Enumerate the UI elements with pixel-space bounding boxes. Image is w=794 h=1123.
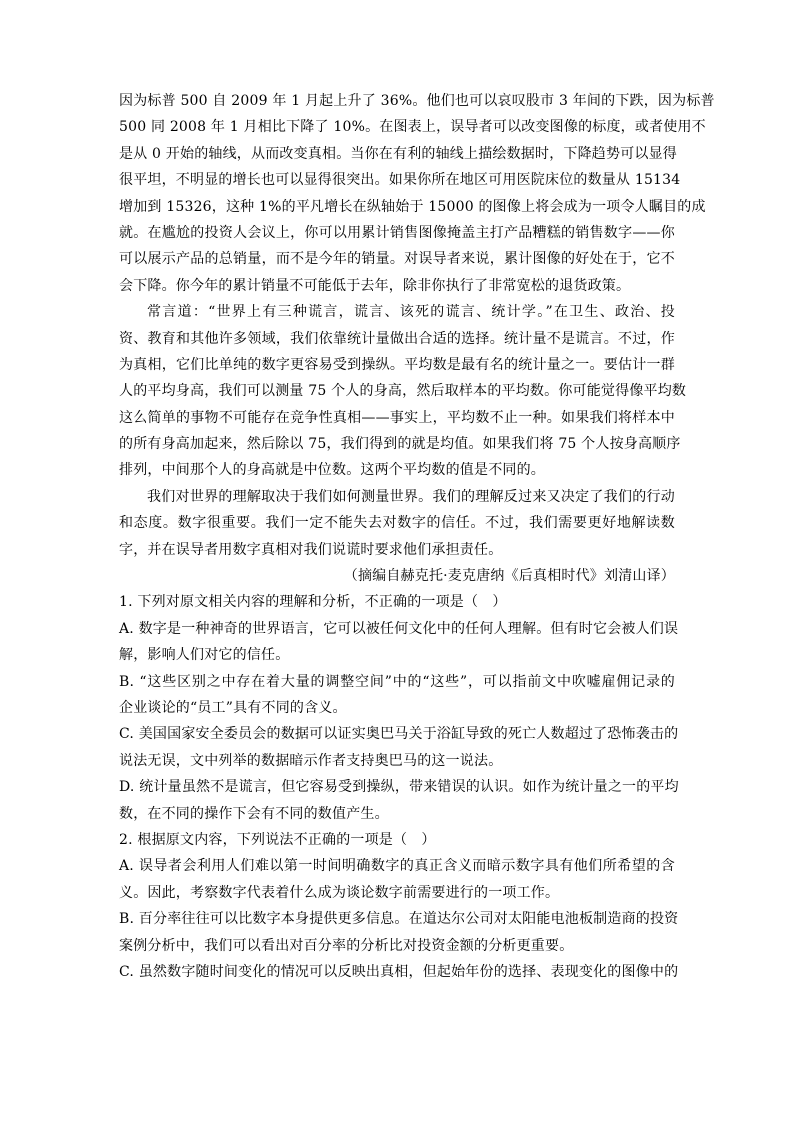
text-line: 这么简单的事物不可能存在竞争性真相——事实上，平均数不止一种。如果我们将样本中 (119, 409, 675, 426)
option-line: D. 统计量虽然不是谎言，但它容易受到操纵，带来错误的认识。如作为统计量之一的平均 (119, 779, 679, 796)
option-line: B. “这些区别之中存在着大量的调整空间”中的“这些”，可以指前文中吹嘘雇佣记录的 (119, 673, 675, 690)
option-line: 企业谈论的“员工”具有不同的含义。 (119, 699, 347, 716)
option-line: C. 虽然数字随时间变化的情况可以反映出真相，但起始年份的选择、表现变化的图像中的 (119, 963, 679, 980)
text-line: 资、教育和其他许多领域，我们依靠统计量做出合适的选择。统计量不是谎言。不过，作 (119, 330, 675, 347)
option-line: C. 美国国家安全委员会的数据可以证实奥巴马关于浴缸导致的死亡人数超过了恐怖袭击的 (119, 726, 679, 743)
text-line: 因为标普 500 自 2009 年 1 月起上升了 36%。他们也可以哀叹股市 3 年间的下跌，因为标普 (119, 93, 715, 109)
text-line: 可以展示产品的总销量，而不是今年的销量。对误导者来说，累计图像的好处在于，它不 (119, 251, 675, 268)
question-1-option-b (119, 669, 675, 722)
text-line: 人的平均身高，我们可以测量 75 个人的身高，然后取样本的平均数。你可能觉得像平均数 (119, 383, 687, 400)
option-line: 义。因此，考察数字代表着什么成为谈论数字前需要进行的一项工作。 (119, 884, 560, 901)
question-1-option-a (119, 616, 679, 669)
question-stem: 1. 下列对原文相关内容的理解和分析，不正确的一项是（ ） (119, 594, 507, 611)
option-line: 解，影响人们对它的信任。 (119, 647, 290, 664)
text-line: 我们对世界的理解取决于我们如何测量世界。我们的理解反过来又决定了我们的行动 (147, 488, 675, 505)
question-2-option-a (119, 853, 675, 906)
text-line: 为真相，它们比单纯的数字更容易受到操纵。平均数是最有名的统计量之一。要估计一群 (119, 356, 675, 373)
option-line: A. 数字是一种神奇的世界语言，它可以被任何文化中的任何人理解。但有时它会被人们误 (119, 620, 679, 637)
paragraph-understanding-world (119, 484, 675, 563)
question-2-option-b (119, 906, 679, 959)
paragraph-misleading-charts (119, 88, 715, 299)
text-line: 排列，中间那个人的身高就是中位数。这两个平均数的值是不同的。 (119, 462, 545, 479)
text-line: 会下降。你今年的累计销量不可能低于去年，除非你执行了非常宽松的退货政策。 (119, 277, 631, 294)
text-line: 字，并在误导者用数字真相对我们说谎时要求他们承担责任。 (119, 541, 503, 558)
text-line: 的所有身高加起来，然后除以 75，我们得到的就是均值。如果我们将 75 个人按身高顺序 (119, 436, 681, 453)
paragraph-statistics-lies (119, 299, 687, 484)
text-line: 和态度。数字很重要。我们一定不能失去对数字的信任。不过，我们需要更好地解读数 (119, 515, 675, 532)
question-2-option-c (119, 959, 679, 985)
option-line: 说法无误，文中列举的数据暗示作者支持奥巴马的这一说法。 (119, 752, 503, 769)
question-1-option-c (119, 721, 679, 774)
text-line: 500 同 2008 年 1 月相比下降了 10%。在图表上，误导者可以改变图像的标度，或者使用不 (119, 119, 706, 136)
option-line: 案例分析中，我们可以看出对百分率的分析比对投资金额的分析更重要。 (119, 937, 574, 954)
option-line: 数，在不同的操作下会有不同的数值产生。 (119, 805, 389, 822)
option-line: B. 百分率往往可以比数字本身提供更多信息。在道达尔公司对太阳能电池板制造商的投资 (119, 911, 679, 928)
option-line: A. 误导者会利用人们难以第一时间明确数字的真正含义而暗示数字具有他们所希望的含 (119, 858, 675, 875)
question-1-option-d (119, 774, 679, 827)
text-line: 增加到 15326，这种 1%的平凡增长在纵轴始于 15000 的图像上将会成为一项令人瞩目的成 (119, 198, 706, 215)
document-page (119, 88, 715, 985)
source-note: （摘编自赫克托·麦克唐纳《后真相时代》刘清山译） (343, 568, 675, 585)
text-line: 很平坦，不明显的增长也可以显得很突出。如果你所在地区可用医院床位的数量从 15134 (119, 172, 681, 189)
text-line: 是从 0 开始的轴线，从而改变真相。当你在有利的轴线上描绘数据时，下降趋势可以显得 (119, 145, 678, 162)
question-stem: 2. 根据原文内容，下列说法不正确的一项是（ ） (119, 831, 436, 848)
question-2 (119, 827, 679, 985)
text-line: 就。在尴尬的投资人会议上，你可以用累计销售图像掩盖主打产品糟糕的销售数字——你 (119, 224, 675, 241)
question-1 (119, 589, 679, 827)
text-line: 常言道：“世界上有三种谎言，谎言、该死的谎言、统计学。”在卫生、政治、投 (147, 304, 675, 321)
